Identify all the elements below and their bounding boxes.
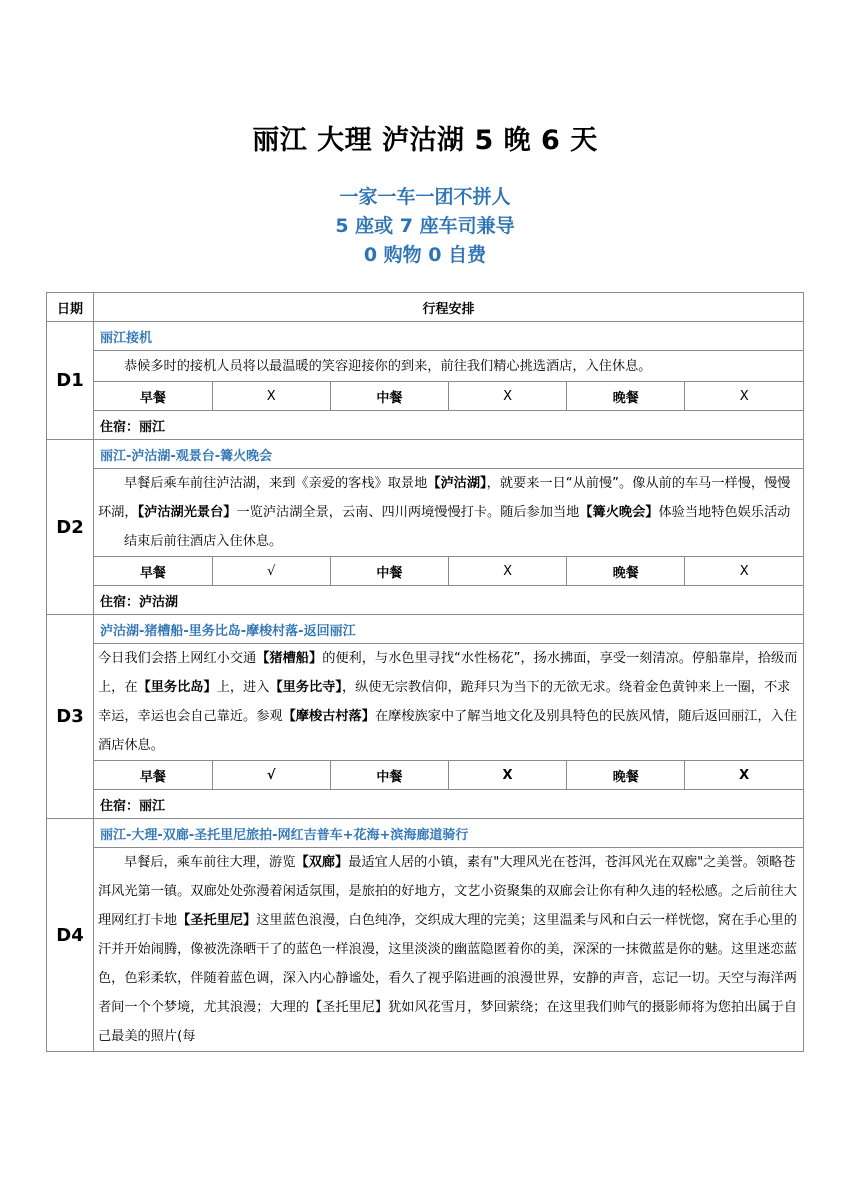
- text-run: 的便利，与水色里寻找“水性杨花”，扬水拂面，享受一刻清凉。停船靠岸，拾级而上，在: [98, 651, 798, 695]
- text-run: 早餐后，乘车前往大理，游览: [124, 855, 296, 870]
- day-label: D2: [47, 440, 94, 615]
- meal-label-dinner: 晚餐: [567, 761, 685, 789]
- bold-run: 【篝火晚会】: [579, 505, 659, 520]
- meals-cell: [94, 382, 804, 411]
- meals-row: [47, 382, 804, 411]
- meal-value-dinner: X: [739, 563, 749, 579]
- bold-run: 【泸沽湖光景台】: [137, 505, 237, 520]
- text-run: 早餐后乘车前往泸沽湖，来到《亲爱的客栈》取景地: [124, 476, 428, 491]
- description-paragraph: [98, 848, 799, 1051]
- text-run: ，就要来一日“从前慢”。像从前的车马一样慢，慢慢环湖，: [98, 476, 791, 520]
- text-run: 【圣托里尼】犹如风花雪月，梦回萦绕；在这里我们帅气的摄影师将为您拍出属于自己最美的照片(每: [98, 1000, 797, 1044]
- day-row: [47, 615, 804, 644]
- day-label: D1: [47, 322, 94, 440]
- meal-label-breakfast: 早餐: [94, 557, 212, 585]
- meal-value-breakfast: X: [212, 382, 330, 410]
- description-paragraph: [98, 469, 799, 527]
- text-run: 在摩梭族家中了解当地文化及别具特色的民族风情，随后返回丽江，入住酒店休息。: [98, 709, 797, 753]
- meals-row: [47, 557, 804, 586]
- meal-label-dinner: 晚餐: [567, 382, 685, 410]
- header-date: 日期: [47, 293, 94, 322]
- day-description: [94, 644, 804, 761]
- meal-value-dinner: X: [739, 767, 750, 783]
- text-run: 今日我们会搭上网红小交通: [98, 651, 257, 666]
- day-row: [47, 351, 804, 382]
- bold-run: 【泸沽湖】: [427, 476, 487, 491]
- itinerary-table: [46, 292, 804, 1052]
- meal-label-breakfast: 早餐: [94, 382, 212, 410]
- meals-row: [47, 761, 804, 790]
- lodging-row: [47, 586, 804, 615]
- day-description: [94, 848, 804, 1052]
- meals-table: [94, 557, 803, 585]
- day-label: D3: [47, 615, 94, 819]
- bold-run: 【圣托里尼】: [177, 913, 257, 928]
- page-title: 丽江 大理 泸沽湖 5 晚 6 天: [252, 125, 598, 156]
- day-description: [94, 469, 804, 557]
- day-row: [47, 440, 804, 469]
- lodging-text: 住宿：丽江: [94, 790, 804, 819]
- meals-cell: [94, 557, 804, 586]
- header-plan: 行程安排: [94, 293, 804, 322]
- lodging-row: [47, 411, 804, 440]
- meal-value-breakfast: √: [212, 761, 330, 789]
- subtitle-line-1: 一家一车一团不拼人: [339, 186, 511, 208]
- meal-value-breakfast: √: [212, 557, 330, 585]
- description-paragraph: 结束后前往酒店入住休息。: [124, 534, 283, 549]
- meal-label-lunch: 中餐: [330, 761, 448, 789]
- lodging-row: [47, 790, 804, 819]
- day-row: [47, 322, 804, 351]
- route-title: 丽江-大理-双廊-圣托里尼旅拍-网红吉普车+花海+滨海廊道骑行: [94, 819, 804, 848]
- text-run: 最适宜人居的小镇，素有"大理风光在苍洱，苍洱风光在双廊"之美誉。领略苍洱风光第一镇。双廊处处弥漫着闲适氛围，是旅拍的好地方，文艺小资聚集的双廊会让你有种久违的轻松感。之后前往大理网红打卡地: [98, 855, 797, 928]
- text-run: 上，进入: [216, 680, 270, 695]
- lodging-text: 住宿：泸沽湖: [94, 586, 804, 615]
- bold-run: 【摩梭古村落】: [282, 709, 375, 724]
- day-row: [47, 469, 804, 557]
- subtitle-line-3: 0 购物 0 自费: [363, 244, 487, 266]
- text-run: 这里蓝色浪漫，白色纯净，交织成大理的完美；这里温柔与风和白云一样恍惚，窝在手心里的汗并开始闹腾，像被洗涤晒干了的蓝色一样浪漫，这里淡淡的幽蓝隐匿着你的美，深深的一抹微蓝是你的魅。这里迷恋蓝色，色彩柔软，伴随着蓝色调，深入内心静谧处，看久了视乎陷进画的浪漫世界，安静的声音，忘记一切。天空与海洋两者间一个个梦境，尤其浪漫；大理的: [98, 913, 797, 1015]
- text-run: 体验当地特色娱乐活动: [658, 505, 791, 520]
- meals-cell: [94, 761, 804, 790]
- route-title: 丽江-泸沽湖-观景台-篝火晚会: [94, 440, 804, 469]
- meal-label-lunch: 中餐: [330, 557, 448, 585]
- meal-value-lunch: X: [448, 557, 566, 585]
- table-header-row: [47, 293, 804, 322]
- day-row: [47, 848, 804, 1052]
- bold-run: 【双廊】: [295, 855, 349, 870]
- description-paragraph: [98, 644, 799, 760]
- meal-label-dinner: 晚餐: [567, 557, 685, 585]
- meal-value-lunch: X: [448, 382, 566, 410]
- lodging-text: 住宿：丽江: [94, 411, 804, 440]
- bold-run: 【里务比岛】: [137, 680, 217, 695]
- subtitle-line-2: 5 座或 7 座车司兼导: [335, 215, 515, 237]
- meals-table: [94, 382, 803, 410]
- bold-run: 【猪槽船】: [256, 651, 323, 666]
- day-row: [47, 644, 804, 761]
- day-label: D4: [47, 819, 94, 1052]
- route-title: 丽江接机: [94, 322, 804, 351]
- bold-run: 【里务比寺】: [269, 680, 342, 695]
- day-description: [94, 351, 804, 382]
- day-row: [47, 819, 804, 848]
- text-run: 一览泸沽湖全景，云南、四川两境慢慢打卡。随后参加当地: [236, 505, 580, 520]
- route-title: 泸沽湖-猪槽船-里务比岛-摩梭村落-返回丽江: [94, 615, 804, 644]
- meals-table: [94, 761, 803, 789]
- meal-value-dinner: X: [739, 388, 749, 404]
- description-paragraph: 恭候多时的接机人员将以最温暖的笑容迎接你的到来，前往我们精心挑选酒店，入住休息。: [124, 358, 652, 374]
- meal-label-lunch: 中餐: [330, 382, 448, 410]
- text-run: ，纵使无宗教信仰，跪拜只为当下的无欲无求。绕着金色黄钟来上一圈，不求幸运，幸运也会自己靠近。参观: [98, 680, 791, 724]
- meal-value-lunch: X: [448, 761, 566, 789]
- meal-label-breakfast: 早餐: [94, 761, 212, 789]
